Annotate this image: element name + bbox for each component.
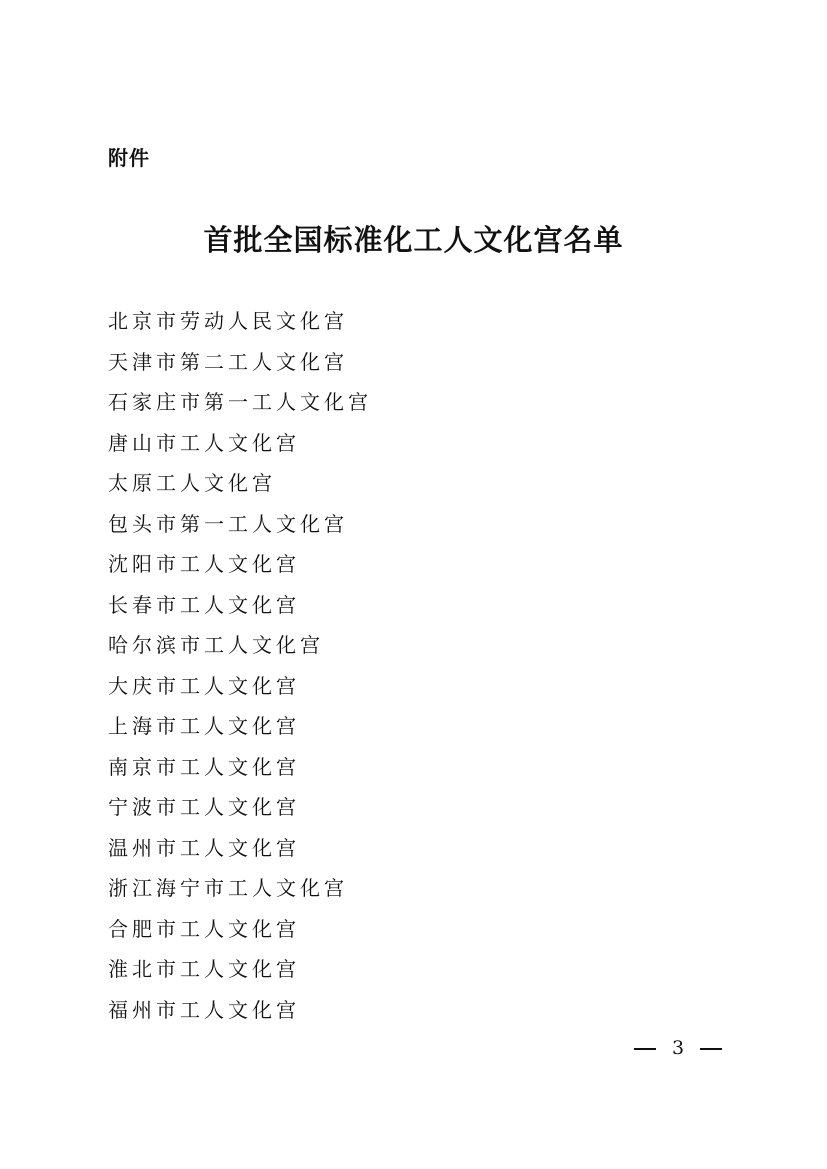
list-item: 温州市工人文化宫 <box>108 835 300 860</box>
list-item: 合肥市工人文化宫 <box>108 916 300 941</box>
list-item: 包头市第一工人文化宫 <box>108 511 348 536</box>
list-item: 大庆市工人文化宫 <box>108 673 300 698</box>
list-item: 南京市工人文化宫 <box>108 754 300 779</box>
list-item: 北京市劳动人民文化宫 <box>108 309 348 333</box>
page-footer <box>634 1034 722 1062</box>
list-item: 福州市工人文化宫 <box>108 997 300 1022</box>
list-item: 哈尔滨市工人文化宫 <box>108 633 324 657</box>
list-item: 太原工人文化宫 <box>108 471 276 495</box>
list-item: 唐山市工人文化宫 <box>108 430 300 455</box>
palace-name-list <box>108 305 372 1034</box>
list-item: 上海市工人文化宫 <box>108 714 300 738</box>
attachment-label: 附件 <box>108 146 150 170</box>
list-item: 石家庄市第一工人文化宫 <box>108 390 372 414</box>
list-item: 宁波市工人文化宫 <box>108 795 300 819</box>
list-item: 长春市工人文化宫 <box>108 592 300 617</box>
page-number: 3 <box>672 1037 685 1059</box>
list-item: 天津市第二工人文化宫 <box>108 349 348 374</box>
list-item: 浙江海宁市工人文化宫 <box>108 876 348 900</box>
list-item: 淮北市工人文化宫 <box>108 957 300 981</box>
dash-right <box>700 1048 722 1050</box>
list-item: 沈阳市工人文化宫 <box>108 552 300 576</box>
document-title: 首批全国标准化工人文化宫名单 <box>203 223 624 257</box>
dash-left <box>634 1048 656 1050</box>
